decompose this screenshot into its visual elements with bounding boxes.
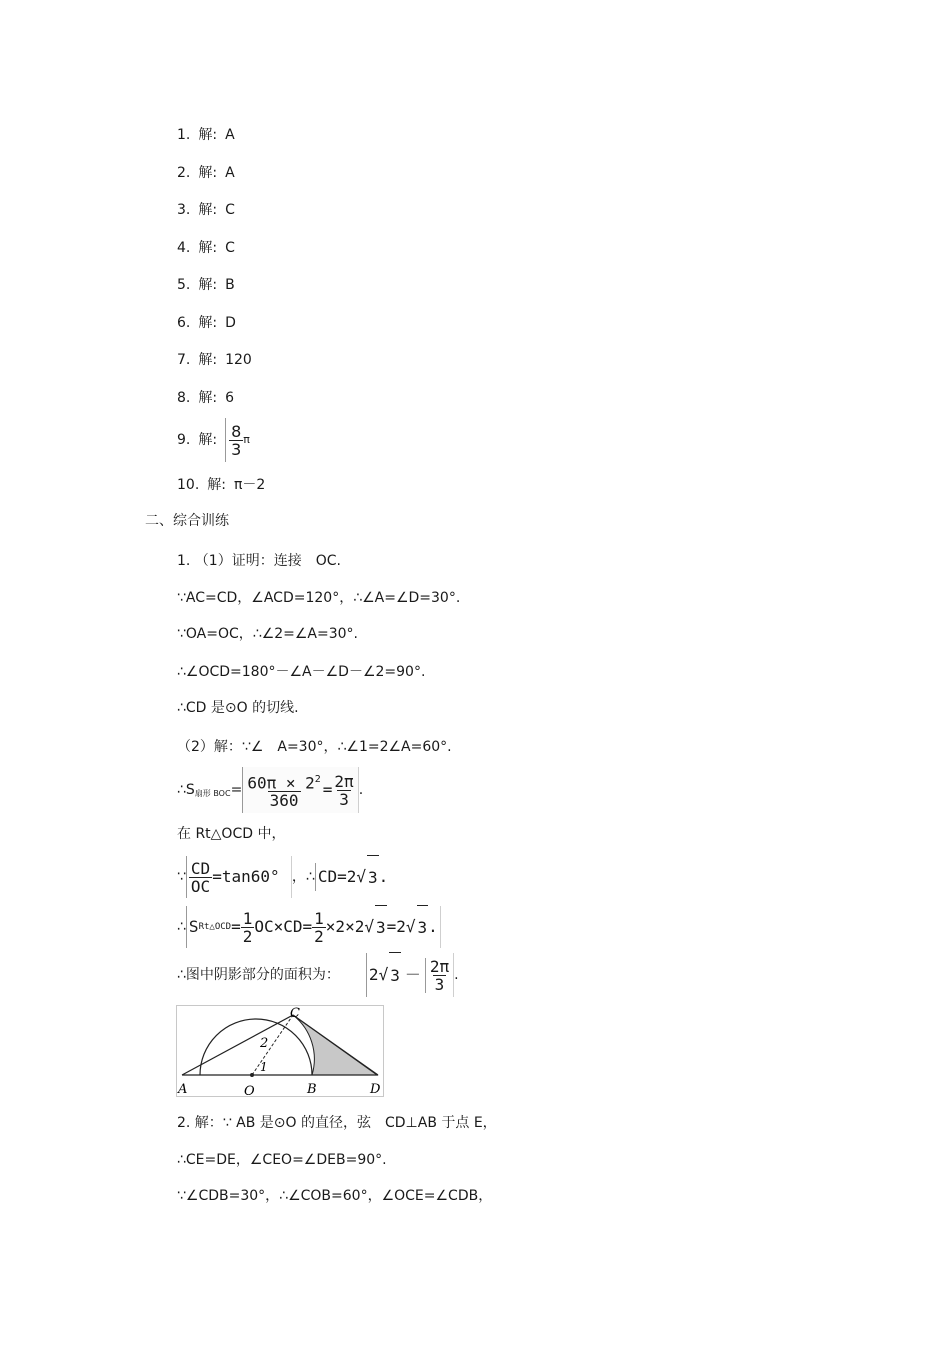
sqrt-sign: √ xyxy=(364,917,374,936)
label-angle-1: 1 xyxy=(260,1060,268,1074)
geometry-figure xyxy=(176,1005,384,1097)
problem2-line3: ∵∠CDB=30°，∴∠COB=60°，∠OCE=∠CDB， xyxy=(177,1188,493,1204)
sqrt-sign: √ xyxy=(405,917,416,936)
answer-7: 7. 解: 120 xyxy=(177,352,252,368)
sqrt-sign: √ xyxy=(378,965,389,984)
answer-5: 5. 解: B xyxy=(177,277,235,293)
label-d: D xyxy=(370,1082,381,1097)
problem1-intro: 1. （1）证明：连接 OC. xyxy=(177,553,341,569)
sector-area-numerator: $60\pi \times 2^2$ xyxy=(247,773,321,793)
label-a: A xyxy=(178,1082,188,1097)
tan-formula: $\frac{CD}{OC}$ =tan60° xyxy=(186,856,292,898)
answer-9: 9. 解: $\frac{8}{3}$ π xyxy=(177,418,250,462)
label-angle-2: 2 xyxy=(260,1036,269,1051)
section-title: 二、综合训练 xyxy=(145,513,229,529)
sqrt-sign: √ xyxy=(356,867,367,886)
problem2-line1: 2. 解：∵ AB 是⊙O 的直径，弦 CD⊥AB 于点 E， xyxy=(177,1115,497,1131)
problem1-line1: ∵AC=CD，∠ACD=120°，∴∠A=∠D=30°. xyxy=(177,590,461,606)
answer-1: 1. 解: A xyxy=(177,127,235,143)
problem2-line2: ∴CE=DE，∠CEO=∠DEB=90°. xyxy=(177,1152,387,1168)
problem1-line2: ∵OA=OC，∴∠2=∠A=30°. xyxy=(177,626,359,642)
label-o: O xyxy=(244,1084,255,1097)
half-fraction-1: $\frac{1}{2}$ xyxy=(242,908,253,946)
answer-2: 2. 解: A xyxy=(177,165,235,181)
shaded-area-formula: 2 √ 3 － $\frac{2\pi}{3}$ xyxy=(366,953,454,997)
tan-fraction: $\frac{CD}{OC}$ xyxy=(190,858,211,896)
answer-9-expression: $\frac{8}{3}$ π xyxy=(225,418,250,462)
cd-formula: CD=2 √ 3 . xyxy=(315,863,390,891)
triangle-area-line: ∴ S Rt△OCD = $\frac{1}{2}$ OC×CD= $\frac{1}{2}$ ×2×2 √ 3 =2 √ 3 . xyxy=(177,905,441,949)
triangle-area-formula: S Rt△OCD = $\frac{1}{2}$ OC×CD= $\frac{1}{2}$ ×2×2 √ 3 =2 √ 3 . xyxy=(186,906,441,948)
label-c: C xyxy=(290,1006,300,1021)
answer-6: 6. 解: D xyxy=(177,315,236,331)
center-point-o xyxy=(250,1073,254,1077)
problem1-line3: ∴∠OCD=180°－∠A－∠D－∠2=90°. xyxy=(177,664,426,680)
figure-border xyxy=(177,1006,384,1097)
answer-3: 3. 解: C xyxy=(177,202,235,218)
shaded-area-fraction: $\frac{2\pi}{3}$ xyxy=(425,958,451,993)
answer-10: 10. 解: π－2 xyxy=(177,477,266,493)
answer-4: 4. 解: C xyxy=(177,240,235,256)
tan-line: ∵ $\frac{CD}{OC}$ =tan60° ，∴ CD=2 √ 3 . xyxy=(177,855,390,899)
problem1-line5: （2）解：∵∠ A=30°，∴∠1=2∠A=60°. xyxy=(177,739,452,755)
shaded-area-line: ∴图中阴影部分的面积为： 2 √ 3 － $\frac{2\pi}{3}$ . xyxy=(177,952,459,998)
sector-area-line: ∴S扇形 BOC= $\frac{60\pi \times 2^2}{360}$ = $\frac{2\pi}{3}$ . xyxy=(177,766,363,814)
half-fraction-2: $\frac{1}{2}$ xyxy=(314,908,324,946)
line-oc xyxy=(252,1015,293,1075)
sector-area-fraction-2: $\frac{2\pi}{3}$ xyxy=(334,771,354,809)
answer-8: 8. 解: 6 xyxy=(177,390,234,406)
line-ac xyxy=(182,1015,293,1075)
rt-triangle-line: 在 Rt△OCD 中， xyxy=(177,826,286,842)
semicircle-arc xyxy=(200,1019,312,1075)
sector-area-formula: $\frac{60\pi \times 2^2}{360}$ = $\frac{2\pi}{3}$ xyxy=(242,767,358,813)
sector-area-fraction-1: $\frac{60\pi \times 2^2}{360}$ xyxy=(245,771,322,809)
label-b: B xyxy=(307,1082,317,1097)
answer-9-fraction: $\frac{8}{3}$ xyxy=(231,421,242,459)
problem1-line4: ∴CD 是⊙O 的切线. xyxy=(177,700,299,716)
